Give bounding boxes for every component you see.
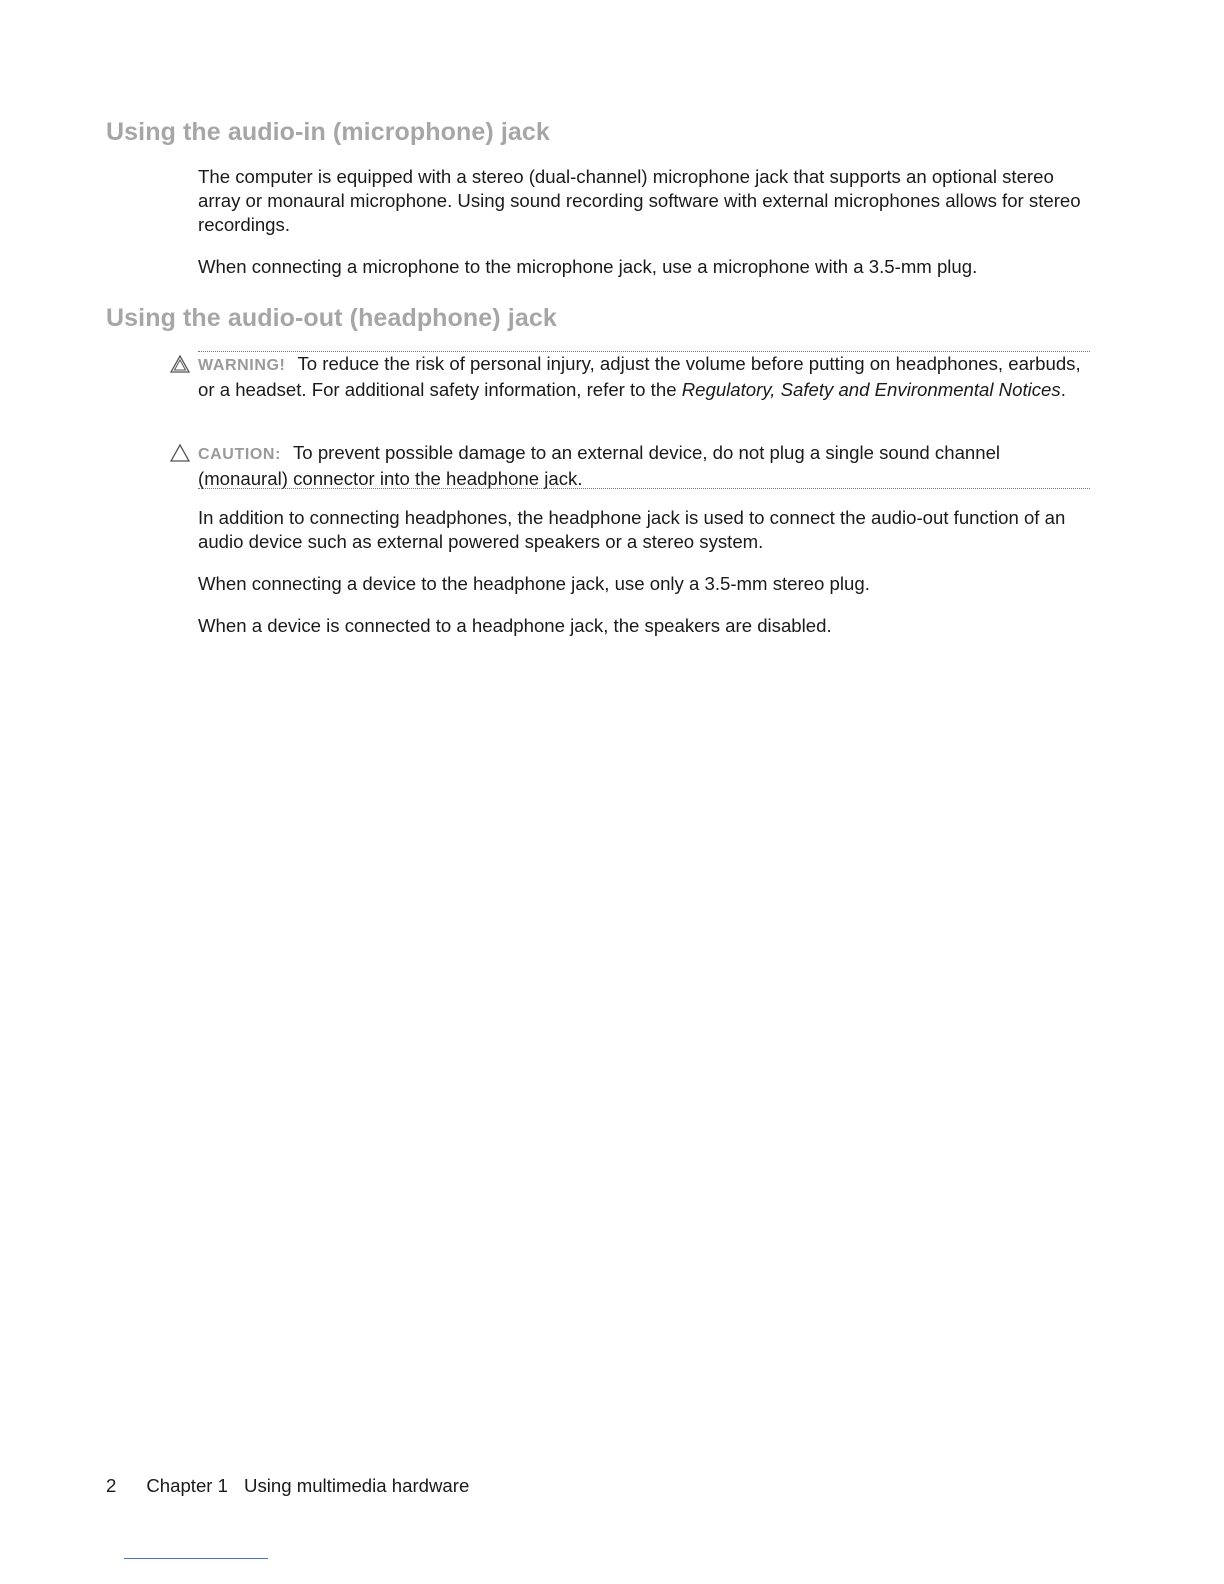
- caution-label: CAUTION:: [198, 446, 282, 463]
- footer-chapter: Chapter 1: [146, 1475, 229, 1496]
- paragraph-microphone-plug: When connecting a microphone to the microphone jack, use a microphone with a 3.5-mm plug.: [198, 256, 978, 277]
- notice-divider-bottom: [198, 488, 1090, 489]
- paragraph-headphone-plug: When connecting a device to the headphone jack, use only a 3.5-mm stereo plug.: [198, 573, 870, 594]
- warning-triangle-icon: [170, 354, 190, 374]
- section-heading-audio-in: Using the audio-in (microphone) jack: [106, 118, 550, 146]
- caution-triangle-icon: [170, 443, 190, 463]
- warning-end: .: [1060, 379, 1066, 400]
- warning-body: To reduce the risk of personal injury, adjust the volume before putting on headphones, earbuds, or a headset. For additional safety information, refer to the: [198, 353, 1081, 400]
- caution-notice: [170, 441, 1090, 491]
- caution-body: To prevent possible damage to an external device, do not plug a single sound channel (monaural) connector into the headphone jack.: [198, 442, 1001, 489]
- page-footer: [106, 1475, 469, 1497]
- paragraph-headphone-jack-usage: In addition to connecting headphones, the headphone jack is used to connect the audio-out function of an audio device such as external powered speakers or a stereo system.: [198, 507, 1066, 552]
- footer-link-underline: [124, 1558, 268, 1559]
- warning-text: [198, 352, 1090, 402]
- paragraph-speakers-disabled: When a device is connected to a headphone jack, the speakers are disabled.: [198, 615, 832, 636]
- warning-reference-title: Regulatory, Safety and Environmental Notices: [681, 379, 1061, 400]
- page-number: 2: [106, 1475, 117, 1496]
- footer-chapter-title: Using multimedia hardware: [244, 1475, 470, 1496]
- paragraph-microphone-jack-description: The computer is equipped with a stereo (dual-channel) microphone jack that supports an optional stereo array or monaural microphone. Using sound recording software with external microphones allows for stereo recordings.: [198, 166, 1081, 235]
- warning-label: WARNING!: [198, 357, 286, 374]
- caution-text: [198, 441, 1090, 491]
- warning-notice: [170, 352, 1090, 402]
- section-heading-audio-out: Using the audio-out (headphone) jack: [106, 304, 557, 332]
